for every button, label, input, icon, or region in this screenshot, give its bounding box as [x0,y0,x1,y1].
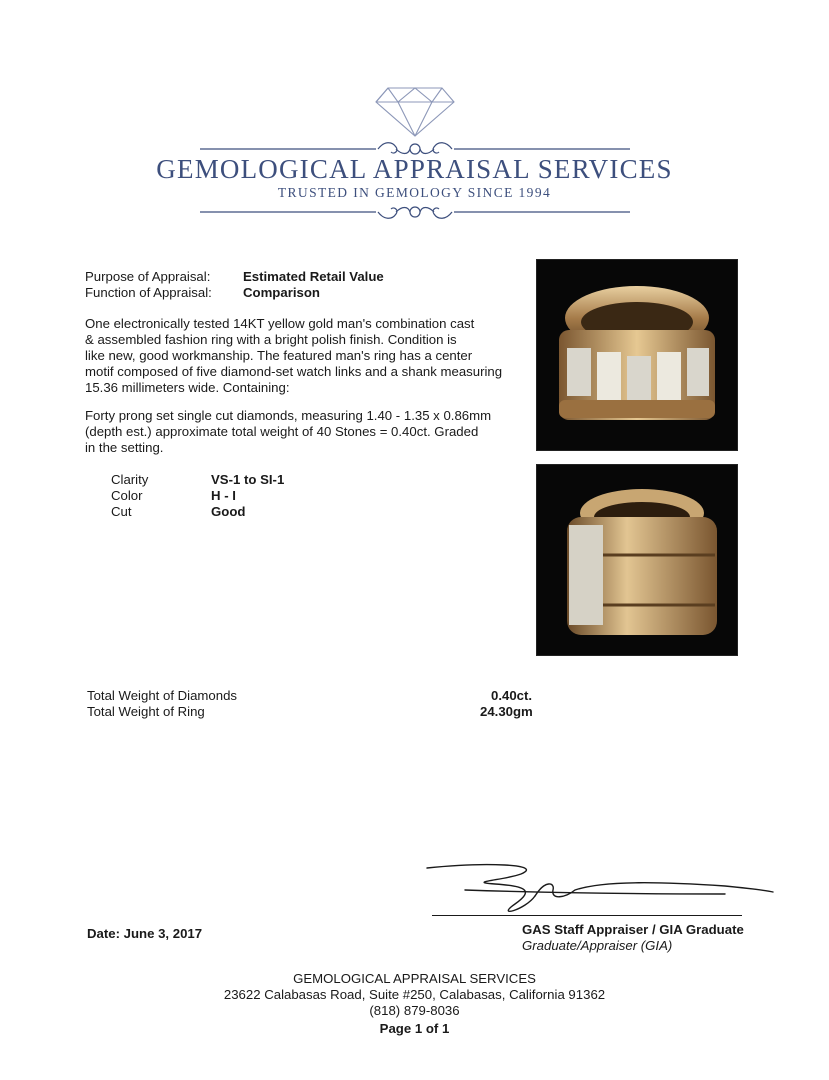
grading-value: VS-1 to SI-1 [211,472,285,487]
ring-description [85,316,530,396]
ring-image [537,260,737,450]
function-label: Function of Appraisal: [85,285,212,300]
purpose-value: Estimated Retail Value [243,269,384,284]
description-line: like new, good workmanship. The featured man's ring has a center [85,348,473,363]
logo-block [0,0,829,230]
grading-value: Good [211,504,246,519]
total-diamonds-label: Total Weight of Diamonds [87,688,238,703]
grading-label: Color [111,488,143,503]
grading-row [111,472,411,488]
footer-company: GEMOLOGICAL APPRAISAL SERVICES [293,971,536,986]
diamond-line: in the setting. [85,440,164,455]
diamond-description [85,408,530,456]
ring-photo-front [536,259,738,451]
grading-row [111,504,411,520]
signer-title: GAS Staff Appraiser / GIA Graduate [522,922,744,937]
total-ring-label: Total Weight of Ring [87,704,205,719]
diamond-line: Forty prong set single cut diamonds, measuring 1.40 - 1.35 x 0.86mm [85,408,492,423]
description-line: 15.36 millimeters wide. Containing: [85,380,290,395]
footer-address: 23622 Calabasas Road, Suite #250, Calabasas, California 91362 [223,987,606,1002]
purpose-label: Purpose of Appraisal: [85,269,211,284]
total-diamonds-value: 0.40ct. [491,688,533,703]
function-value: Comparison [243,285,320,300]
grading-label: Clarity [111,472,149,487]
grading-label: Cut [111,504,132,519]
grading-row [111,488,411,504]
signature [425,860,775,922]
signature-line [432,915,742,916]
diamond-icon [374,86,456,138]
ring-photo-side [536,464,738,656]
grading-value: H - I [211,488,236,503]
brand-name: GEMOLOGICAL APPRAISAL SERVICES [156,154,673,184]
ornament-divider-bottom [200,203,630,221]
appraisal-date: Date: June 3, 2017 [87,926,203,941]
brand-tagline: TRUSTED IN GEMOLOGY SINCE 1994 [277,185,552,200]
page-number: Page 1 of 1 [379,1021,450,1036]
description-line: & assembled fashion ring with a bright polish finish. Condition is [85,332,457,347]
total-ring-value: 24.30gm [480,704,533,719]
footer-phone: (818) 879-8036 [369,1003,460,1018]
diamond-line: (depth est.) approximate total weight of 40 Stones = 0.40ct. Graded [85,424,479,439]
ring-image [537,465,737,655]
description-line: One electronically tested 14KT yellow gold man's combination cast [85,316,475,331]
description-line: motif composed of five diamond-set watch links and a shank measuring [85,364,503,379]
grading-table [111,472,411,520]
signer-subtitle: Graduate/Appraiser (GIA) [522,938,673,953]
